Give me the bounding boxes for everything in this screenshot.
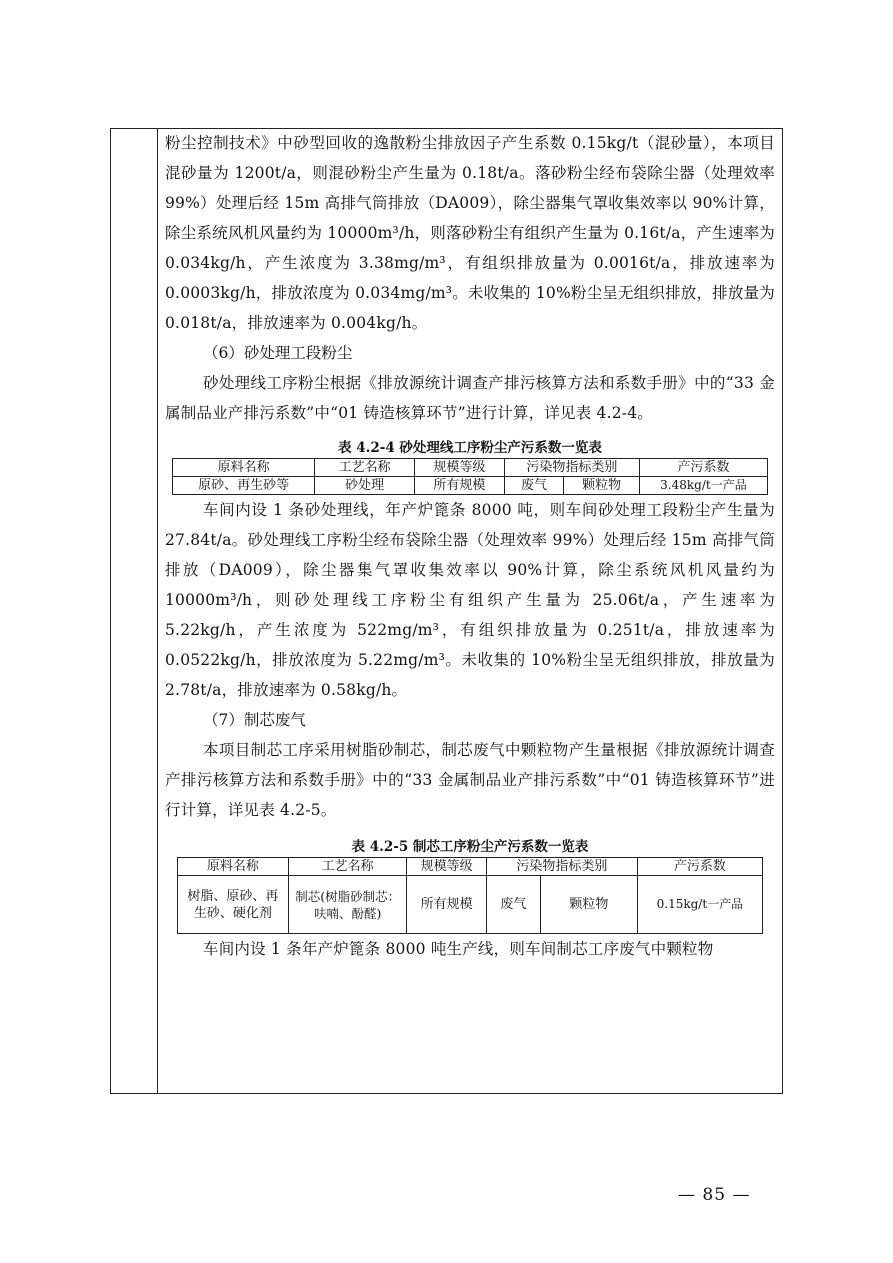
paragraph-core-making-intro: 本项目制芯工序采用树脂砂制芯，制芯废气中颗粒物产生量根据《排放源统计调查产排污核算方法和系数手册》中的“33 金属制品业产排污系数”中“01 铸造核算环节”进行计算，详见表 4.2-5。 <box>165 741 775 819</box>
column-divider <box>157 129 158 1093</box>
table-cell: 原砂、再生砂等 <box>173 477 315 495</box>
header-cell: 污染物指标类别 <box>486 858 637 876</box>
table-row <box>173 477 768 495</box>
table-cell: 颗粒物 <box>540 876 637 934</box>
header-cell: 工艺名称 <box>288 858 407 876</box>
table-cell: 废气 <box>504 477 564 495</box>
table-4-2-4 <box>172 458 768 495</box>
table-cell: 所有规模 <box>415 477 505 495</box>
table-4-2-4-caption: 表 4.2-4 砂处理线工序粉尘产污系数一览表 <box>338 440 602 456</box>
table-cell: 砂处理 <box>315 477 415 495</box>
paragraph-core-making-calc: 车间内设 1 条年产炉篦条 8000 吨生产线，则车间制芯工序废气中颗粒物 <box>203 940 714 958</box>
main-content <box>165 128 775 964</box>
header-cell: 工艺名称 <box>315 459 415 477</box>
table-cell: 0.15kg/t一产品 <box>637 876 762 934</box>
paragraph-dust-control: 粉尘控制技术》中砂型回收的逸散粉尘排放因子产生系数 0.15kg/t（混砂量），本项目混砂量为 1200t/a，则混砂粉尘产生量为 0.18t/a。落砂粉尘经布袋除尘器（处理效率 99%）处理后经 15m 高排气筒排放（DA009），除尘器集气罩收集效率以 90%计算，除尘系统风机风量约为 10000m³/h，则落砂粉尘有组织产生量为 0.16t/a，产生速率为 0.034kg/h，产生浓度为 3.38mg/m³，有组织排放量为 0.0016t/a，排放速率为 0.0003kg/h，排放浓度为 0.034mg/m³。未收集的 10%粉尘呈无组织排放，排放量为 0.018t/a，排放速率为 0.004kg/h。 <box>165 134 775 332</box>
table-row <box>178 876 763 934</box>
header-cell: 原料名称 <box>173 459 315 477</box>
header-cell: 产污系数 <box>639 459 767 477</box>
table-4-2-5 <box>177 857 763 934</box>
table-header-row <box>173 459 768 477</box>
table-cell: 3.48kg/t一产品 <box>639 477 767 495</box>
heading-sand-processing: （6）砂处理工段粉尘 <box>203 344 353 362</box>
header-cell: 原料名称 <box>178 858 289 876</box>
header-cell: 规模等级 <box>415 459 505 477</box>
page-number: — 85 — <box>678 1185 751 1205</box>
table-header-row <box>178 858 763 876</box>
table-cell: 所有规模 <box>407 876 486 934</box>
table-cell: 颗粒物 <box>564 477 640 495</box>
paragraph-sand-processing-calc: 车间内设 1 条砂处理线，年产炉篦条 8000 吨，则车间砂处理工段粉尘产生量为 27.84t/a。砂处理线工序粉尘经布袋除尘器（处理效率 99%）处理后经 15m 高排气筒排放（DA009），除尘器集气罩收集效率以 90%计算，除尘系统风机风量约为 10000m³/h，则砂处理线工序粉尘有组织产生量为 25.06t/a，产生速率为 5.22kg/h，产生浓度为 522mg/m³，有组织排放量为 0.251t/a，排放速率为 0.0522kg/h，排放浓度为 5.22mg/m³。未收集的 10%粉尘呈无组织排放，排放量为 2.78t/a，排放速率为 0.58kg/h。 <box>165 501 775 699</box>
header-cell: 污染物指标类别 <box>504 459 639 477</box>
table-cell: 制芯(树脂砂制芯：呋喃、酚醛) <box>288 876 407 934</box>
table-4-2-5-caption: 表 4.2-5 制芯工序粉尘产污系数一览表 <box>351 839 589 855</box>
header-cell: 规模等级 <box>407 858 486 876</box>
heading-core-making: （7）制芯废气 <box>203 711 306 729</box>
table-cell: 树脂、原砂、再生砂、硬化剂 <box>178 876 289 934</box>
header-cell: 产污系数 <box>637 858 762 876</box>
table-cell: 废气 <box>486 876 540 934</box>
paragraph-sand-processing-intro: 砂处理线工序粉尘根据《排放源统计调查产排污核算方法和系数手册》中的“33 金属制品业产排污系数”中“01 铸造核算环节”进行计算，详见表 4.2-4。 <box>165 374 775 422</box>
